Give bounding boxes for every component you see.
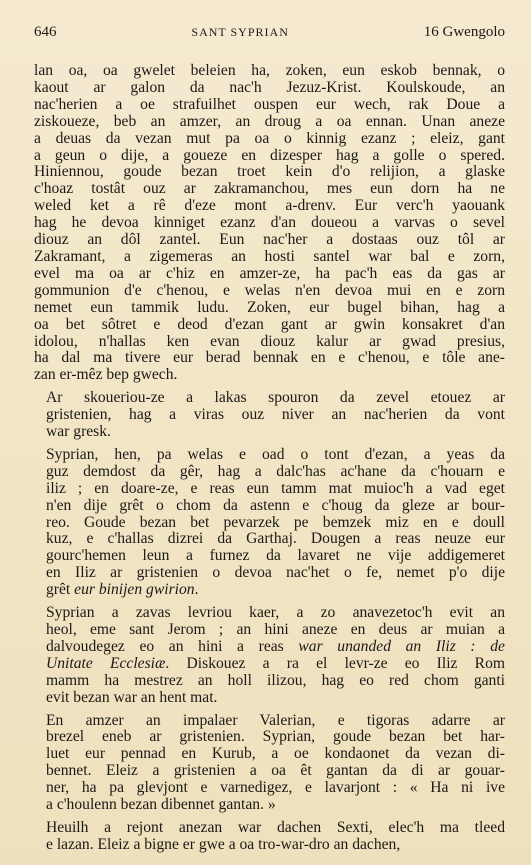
italic-text: Unitate Ecclesiæ <box>46 655 166 672</box>
text-line: Syprian, hen, pa welas e oad o tont d'ezan, a yeas da <box>46 446 505 463</box>
text-line: ha dal ma tivere eur berad bennak en e c'henou, e tôle ane- <box>34 350 505 367</box>
text-line: e lazan. Eleiz a bigne er gwe a oa tro-war-dro an dachen, <box>46 836 401 853</box>
body-text <box>34 63 505 854</box>
paragraph <box>34 605 505 706</box>
text-line: nac'herien a oe strafuilhet ouspen eur wech, rak Doue a <box>34 96 505 113</box>
italic-text: war unanded an Iliz : de <box>298 638 505 655</box>
text-line: iliz ; en doare-ze, e reas eun tamm mat muioc'h a vad eget <box>46 480 505 497</box>
text-line: Zakramant, a zigemeras an hosti santel war bal e zorn, <box>34 248 505 265</box>
text-line: n'en dije grêt o chom da astenn e c'houg da gleze ar bour- <box>46 497 505 514</box>
text-line: reo. Goude bezan bet pevarzek pe bemzek miz en e doull <box>46 514 505 531</box>
italic-text: eur binijen gwirion <box>74 582 195 599</box>
text-line: a c'houlenn bezan dibennet gantan. » <box>46 797 276 814</box>
text-line: ner, ha pa glevjont e varnedigez, e lavarjont : « Ha ni ive <box>46 780 505 797</box>
text-line: ziskoueze, beb an amzer, an droug a oa ennan. Unan aneze <box>34 113 505 130</box>
text-line: Unitate Ecclesiæ. Diskouez a ra el levr-ze eo Iliz Rom <box>46 655 505 672</box>
text-line: luet eur pennad en Kurub, a oe kondaonet da vezan di- <box>46 746 505 763</box>
paragraph <box>34 713 505 814</box>
text-line: heol, eme sant Jerom ; an hini aneze en deus ar muian a <box>46 622 505 638</box>
page-number: 646 <box>34 24 57 40</box>
text-line: weled ket a rê d'eze mont a-drenv. Eur verc'h yaouank <box>34 198 505 215</box>
text-line: brezel eneb ar gristenien. Syprian, goude bezan bet har- <box>46 729 505 746</box>
text-line: Syprian a zavas levriou kaer, a zo anavezetoc'h evit an <box>46 605 505 622</box>
text-line: en Iliz ar gristenien o devoa nac'het o fe, nemet p'o dije <box>46 565 505 582</box>
text-line: kaout ar galon da nac'h Jezuz-Krist. Koulskoude, an <box>34 79 505 96</box>
text-line: guz demdost da gêr, hag a dalc'has ac'hane da c'houarn e <box>46 463 505 480</box>
text-line: oa bet sôtret e deod d'ezan gant ar gwin konsakret d'an <box>34 316 505 333</box>
page-header <box>34 24 505 41</box>
paragraph <box>34 63 505 384</box>
text-line: Hiniennou, goude bezan troet kein d'o relijion, a glaske <box>34 164 505 181</box>
text-line: evit bezan war an hent mat. <box>46 689 218 706</box>
text-line: mamm ha mestrez an holl ilizou, hag eo red chom ganti <box>46 672 505 689</box>
text-line: gourc'hemen leun a furnez da lavaret ne vije addigemeret <box>46 548 505 565</box>
text-line: Ar skoueriou-ze a lakas spouron da zevel etouez ar <box>46 390 505 407</box>
paragraph <box>34 820 505 854</box>
text-line: Heuilh a rejont anezan war dachen Sexti, elec'h ma tleed <box>46 819 505 836</box>
text-line: grêt eur binijen gwirion. <box>46 582 199 599</box>
text-line: dalvoudegez eo an hini a reas war unanded an Iliz : de <box>46 638 505 655</box>
text-line: kuz, e c'hallas dizrei da Garthaj. Dougen a reas neuze eur <box>46 531 505 548</box>
text-line: a deuas da vezan mut pa oa o kinnig ezanz ; eleiz, gant <box>34 130 505 147</box>
paragraph <box>34 447 505 599</box>
text-line: c'hoaz tostât ouz ar zakramanchou, mes eun dorn ha ne <box>34 181 505 198</box>
text-line: bennet. Eleiz a gristenien a oa êt gantan da di ar gouar- <box>46 763 505 780</box>
text-line: war gresk. <box>46 424 111 441</box>
text-line: lan oa, oa gwelet beleien ha, zoken, eun eskob bennak, o <box>34 63 505 79</box>
running-title: SANT SYPRIAN <box>191 25 289 39</box>
text-line: hag he devoa kinniget ezanz d'an doueou a varvas o sevel <box>34 215 505 232</box>
text-line: evel ma oa ar c'hiz en amzer-ze, ha pac'h eas da gas ar <box>34 265 505 282</box>
paragraph <box>34 390 505 441</box>
text-line: zan er-mêz bep gwech. <box>34 367 178 384</box>
text-line: nemet eun tammik ludu. Zoken, eur bugel bihan, hag a <box>34 299 505 316</box>
text-line: gristenien, hag a viras ouz niver an nac'herien da vont <box>46 407 505 424</box>
date-heading: 16 Gwengolo <box>423 24 505 40</box>
text-line: idolou, n'hallas ken evan diouz kalur ar gwad presius, <box>34 333 505 350</box>
text-line: diouz an dôl zantel. Eun nac'her a dostaas ouz tôl ar <box>34 232 505 249</box>
text-line: En amzer an impalaer Valerian, e tigoras adarre ar <box>46 712 505 729</box>
text-line: gommunion d'e c'henou, e welas n'en devoa mui en e zorn <box>34 282 505 299</box>
text-line: a geun o dije, a goueze en dizesper hag a golle o spered. <box>34 147 505 164</box>
